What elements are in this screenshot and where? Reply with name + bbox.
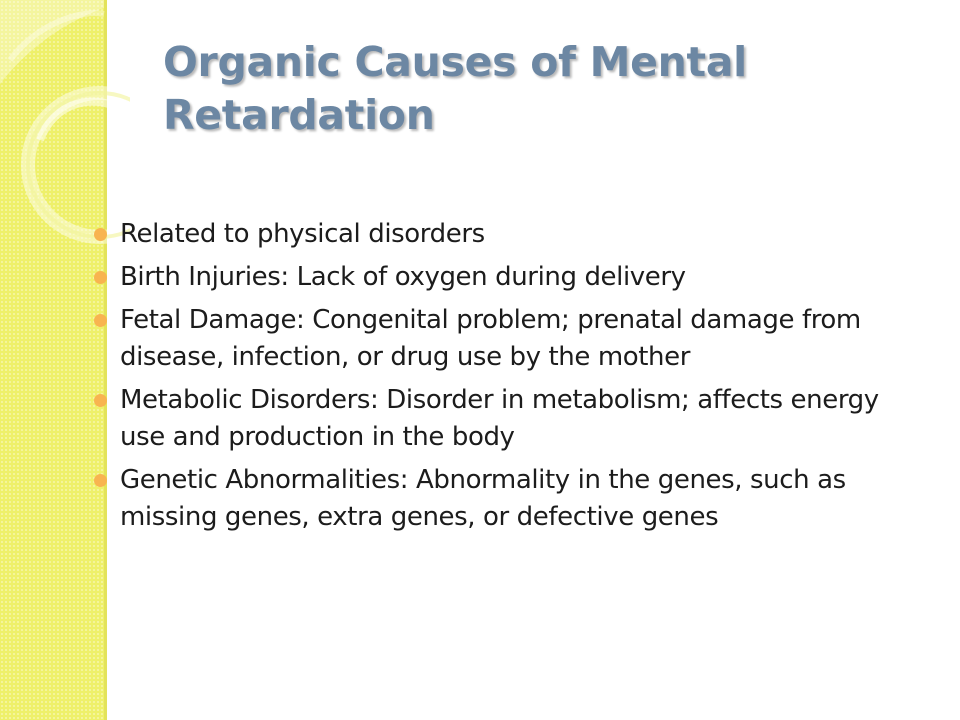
bullet-item <box>92 302 882 376</box>
bullet-list <box>92 216 882 542</box>
bullet-dot-icon <box>94 314 107 327</box>
slide-title: Organic Causes of Mental Retardation <box>163 38 747 139</box>
bullet-text: Metabolic Disorders: Disorder in metabolism; affects energy use and production in the body <box>120 385 879 452</box>
bullet-item <box>92 216 882 253</box>
bullet-item <box>92 462 882 536</box>
bullet-dot-icon <box>94 228 107 241</box>
bullet-text: Related to physical disorders <box>120 219 485 249</box>
bullet-dot-icon <box>94 474 107 487</box>
bullet-dot-icon <box>94 394 107 407</box>
bullet-text: Fetal Damage: Congenital problem; prenatal damage from disease, infection, or drug use by the mother <box>120 305 861 372</box>
bullet-dot-icon <box>94 271 107 284</box>
bullet-text: Genetic Abnormalities: Abnormality in the genes, such as missing genes, extra genes, or defective genes <box>120 465 846 532</box>
bullet-item <box>92 382 882 456</box>
bullet-text: Birth Injuries: Lack of oxygen during delivery <box>120 262 686 292</box>
bullet-item <box>92 259 882 296</box>
